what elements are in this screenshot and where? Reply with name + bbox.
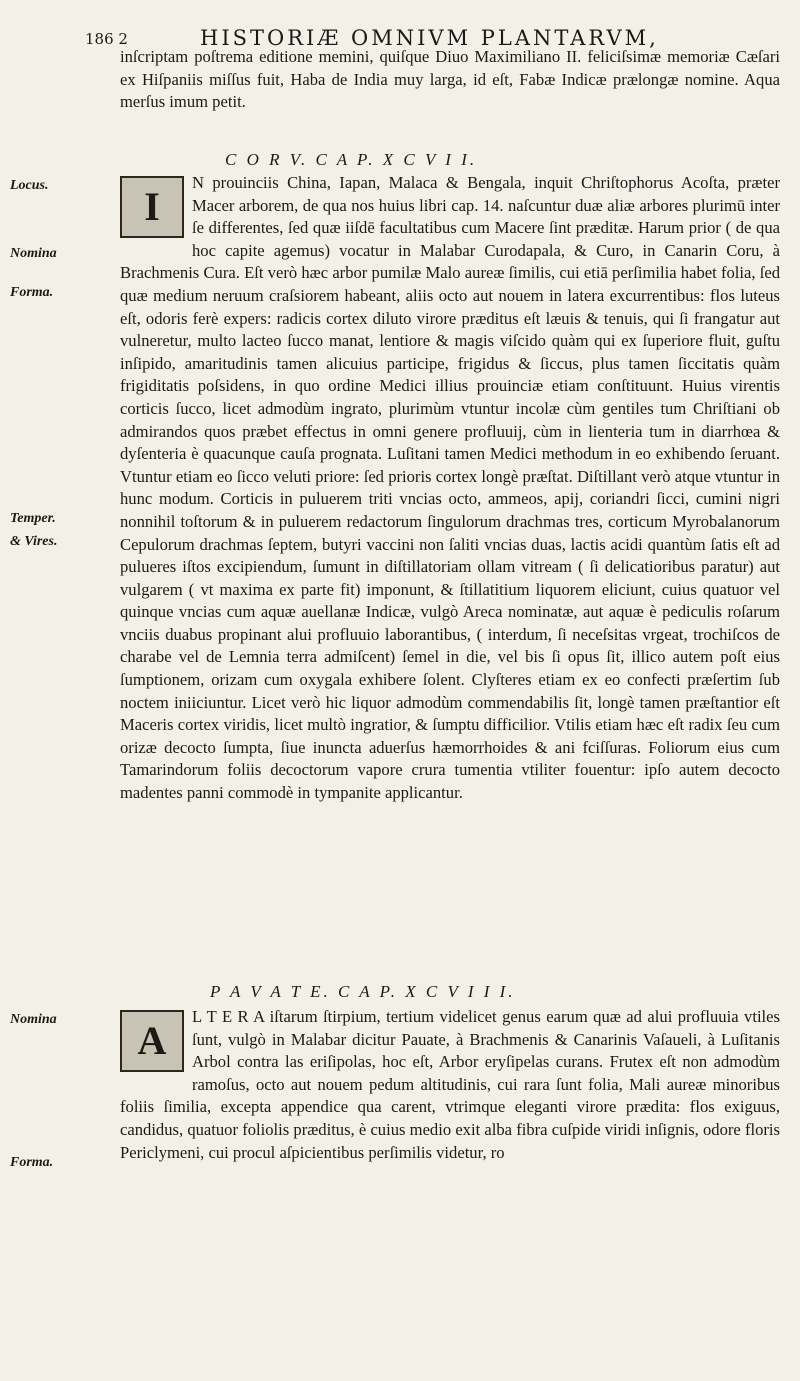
margin-note-nomina-2: Nomina: [10, 1012, 57, 1027]
margin-note-temper: Temper.: [10, 511, 56, 526]
margin-note-locus: Locus.: [10, 178, 49, 193]
margin-note-nomina: Nomina: [10, 246, 57, 261]
intro-paragraph: [120, 46, 780, 114]
margin-note-forma: Forma.: [10, 285, 54, 300]
chapter-text-coru: N prouinciis China, Iapan, Malaca & Bengala, inquit Chriſtophorus Acoſta, præter Macer arborem, de qua nos huius libri cap. 14. naſcuntur duæ aliæ arbores plurimū inter ſe differentes, ſed quæ iiſdē facultatibus cum Macere ſint præditæ. Harum prior ( de qua hoc capite agemus) vocatur in Malabar Curodapala, & Curo, in Canarin Coru, à Brachmenis Cura. Eſt verò hæc arbor pumilæ Malo aureæ ſimilis, cui etiā perſimilia habet folia, ſed quæ medium neruum craſsiorem habeant, aliis octo aut nouem in latera excurrentibus: flos luteus eſt, odoris ferè expers: radicis cortex diluto virore præditus eſt læuis & tenuis, qui ſi frangatur aut vulneretur, multo lacteo ſucco manat, lentiore & magis viſcido quàm qui ex ſuperiore fluit, guſtu inſipido, amaritudinis tamen alicuius participe, frigidus & ſiccus, plus tamen ſiccitatis quàm frigiditatis poſsidens, in quo ordine Medici illius prouinciæ etiam conſtituunt. Huius virentis corticis ſucco, licet admodùm ingrato, plurimùm vtuntur incolæ cùm gentiles tum Chriſtiani ob admirandos quos præbet effectus in omni genere profluuij, cùm in lienteria tum in diarrhœa & dyſenteria è quacunque cauſa prognata. Luſitani tamen Medici methodum in eo exhibendo ſeruant. Vtuntur etiam eo ſicco veluti priore: ſed prioris cortex longè præſtat. Diſtillant verò atque vtuntur in hunc modum. Corticis in puluerem triti vncias octo, ammeos, apij, coriandri ſicci, cumini nigri nonnihil toſtorum & in puluerem redactorum ſingulorum drachmas tres, corticum Myrobalanorum Cepulorum drachmas ſeptem, butyri vaccini non ſaliti vncias duas, lactis acidi quantùm ſatis eſt ad pulueres iſtos excipiendum, ſumunt in diſtillatoriam ollam vitream ( ſi delicatioribus paratur) aut vulgarem ( vt maxima ex parte fit) imponunt, & ſtillatitium liquorem eliciunt, cuius quatuor vel quinque vncias cum aquæ auellanæ Indicæ, vulgò Areca nominatæ, aut aquæ è pediculis roſarum vnciis duabus propinant alui profluuio laborantibus, ( interdum, ſi neceſsitas vrgeat, trochiſcos de charabe vel de Lemnia terra admiſcent) ſemel in die, vel bis ſi opus ſit, illico autem poſt eius ſumptionem, orizam cum oxygala exhibere ſolent. Clyſteres etiam ex eo confecti præſertim ſub noctem iniiciuntur. Licet verò hic liquor admodùm commendabilis ſit, longè tamen præſtantior eſt Maceris cortex viridis, licet multò ingratior, & ſumptu difficilior. Vtilis etiam hæc eſt radix ſeu cum orizæ decocto ſumpta, ſiue inuncta aduerſus hæmorrhoides & ani fciſſuras. Foliorum eius cum Tamarindorum foliis decoctorum vapore crura tumentia vtiliter fouentur: ipſo autem decocto madentes panni commodè in tympanite applicantur.: [120, 173, 780, 803]
page-number: 186 2: [85, 30, 128, 48]
running-title: HISTORIÆ OMNIVM PLANTARVM,: [200, 26, 659, 50]
page-header: [0, 14, 800, 48]
chapter-text-pauate: L T E R A iſtarum ſtirpium, tertium videlicet genus earum quæ ad alui profluuia vtiles ſunt, vulgò in Malabar dicitur Pauate, à Brachmenis & Canarinis Vaſaueli, à Luſitanis Arbol contra las eriſipolas, hoc eſt, Arbor eryſipelas curans. Frutex eſt non admodùm ramoſus, octo aut nouem pedum altitudinis, cui rara ſunt folia, Mali aureæ minoribus foliis ſimilia, excepta appendice qua carent, vtrimque eleganti virore prædita: flos exiguus, candidus, quatuor foliolis præditus, è cuius medio exit alba fibra cuſpide viridi inſignis, odore floris Periclymeni, cui procul aſpicientibus perſimilis videtur, ro: [120, 1007, 780, 1162]
decorated-initial-a: A: [120, 1010, 184, 1072]
chapter-body-pauate: [120, 1006, 780, 1164]
chapter-heading-coru: C O R V. C A P. X C V I I.: [225, 150, 478, 169]
margin-note-vires: & Vires.: [10, 534, 58, 549]
decorated-initial-i: I: [120, 176, 184, 238]
chapter-heading-pauate: P A V A T E. C A P. X C V I I I.: [210, 982, 516, 1001]
intro-text: inſcriptam poſtrema editione memini, quiſque Diuo Maximiliano II. feliciſsimæ memoriæ Cæſari ex Hiſpaniis miſſus fuit, Haba de India muy larga, id eſt, Fabæ Indicæ prælongæ nomine. Aqua merſus imum petit.: [120, 47, 780, 112]
margin-note-forma-2: Forma.: [10, 1155, 54, 1170]
chapter-body-coru: [120, 172, 780, 805]
